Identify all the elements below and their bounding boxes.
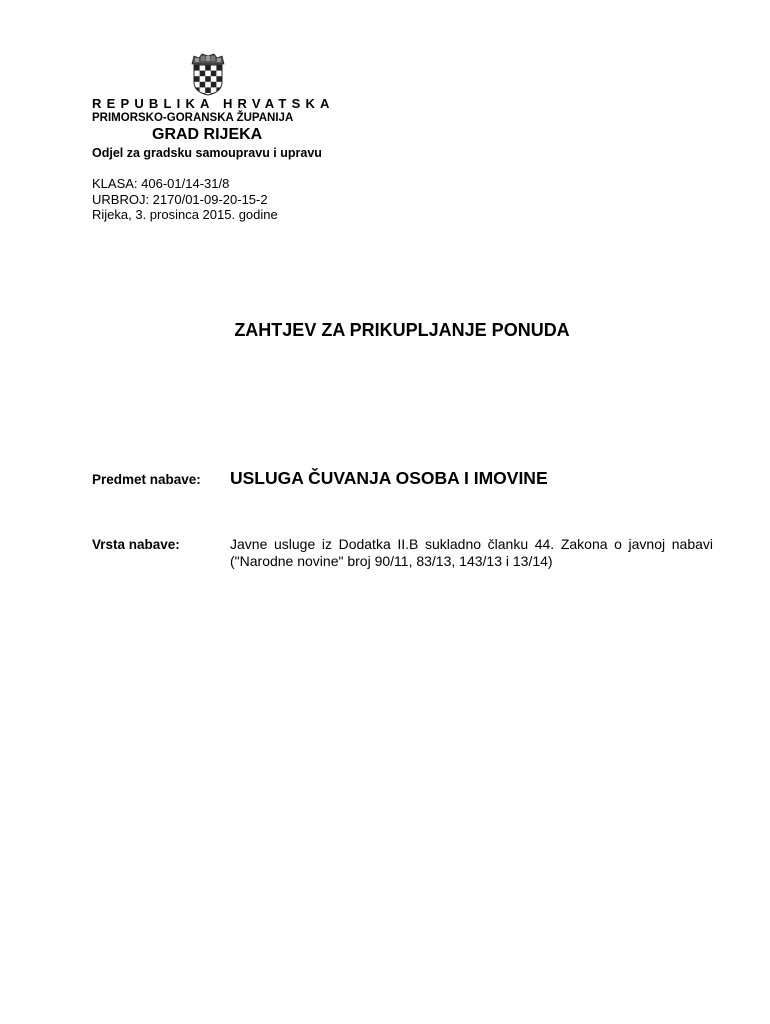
- croatian-coat-of-arms-icon: [190, 52, 226, 96]
- coat-crown: [192, 54, 224, 64]
- klasa-line: KLASA: 406-01/14-31/8: [92, 176, 230, 191]
- department-name: Odjel za gradsku samoupravu i upravu: [92, 146, 322, 160]
- predmet-label: Predmet nabave:: [92, 472, 201, 487]
- vrsta-label: Vrsta nabave:: [92, 537, 180, 552]
- document-title: ZAHTJEV ZA PRIKUPLJANJE PONUDA: [234, 320, 570, 340]
- vrsta-value: Javne usluge iz Dodatka II.B sukladno članku 44. Zakona o javnoj nabavi ("Narodne novine" broj 90/11, 83/13, 143/13 i 13/14): [230, 536, 713, 569]
- urbroj-line: URBROJ: 2170/01-09-20-15-2: [92, 192, 268, 207]
- predmet-value: USLUGA ČUVANJA OSOBA I IMOVINE: [230, 468, 548, 488]
- republic-name: REPUBLIKA HRVATSKA: [92, 96, 335, 111]
- date-line: Rijeka, 3. prosinca 2015. godine: [92, 207, 278, 222]
- county-name: PRIMORSKO-GORANSKA ŽUPANIJA: [92, 112, 294, 124]
- city-name: GRAD RIJEKA: [152, 126, 263, 143]
